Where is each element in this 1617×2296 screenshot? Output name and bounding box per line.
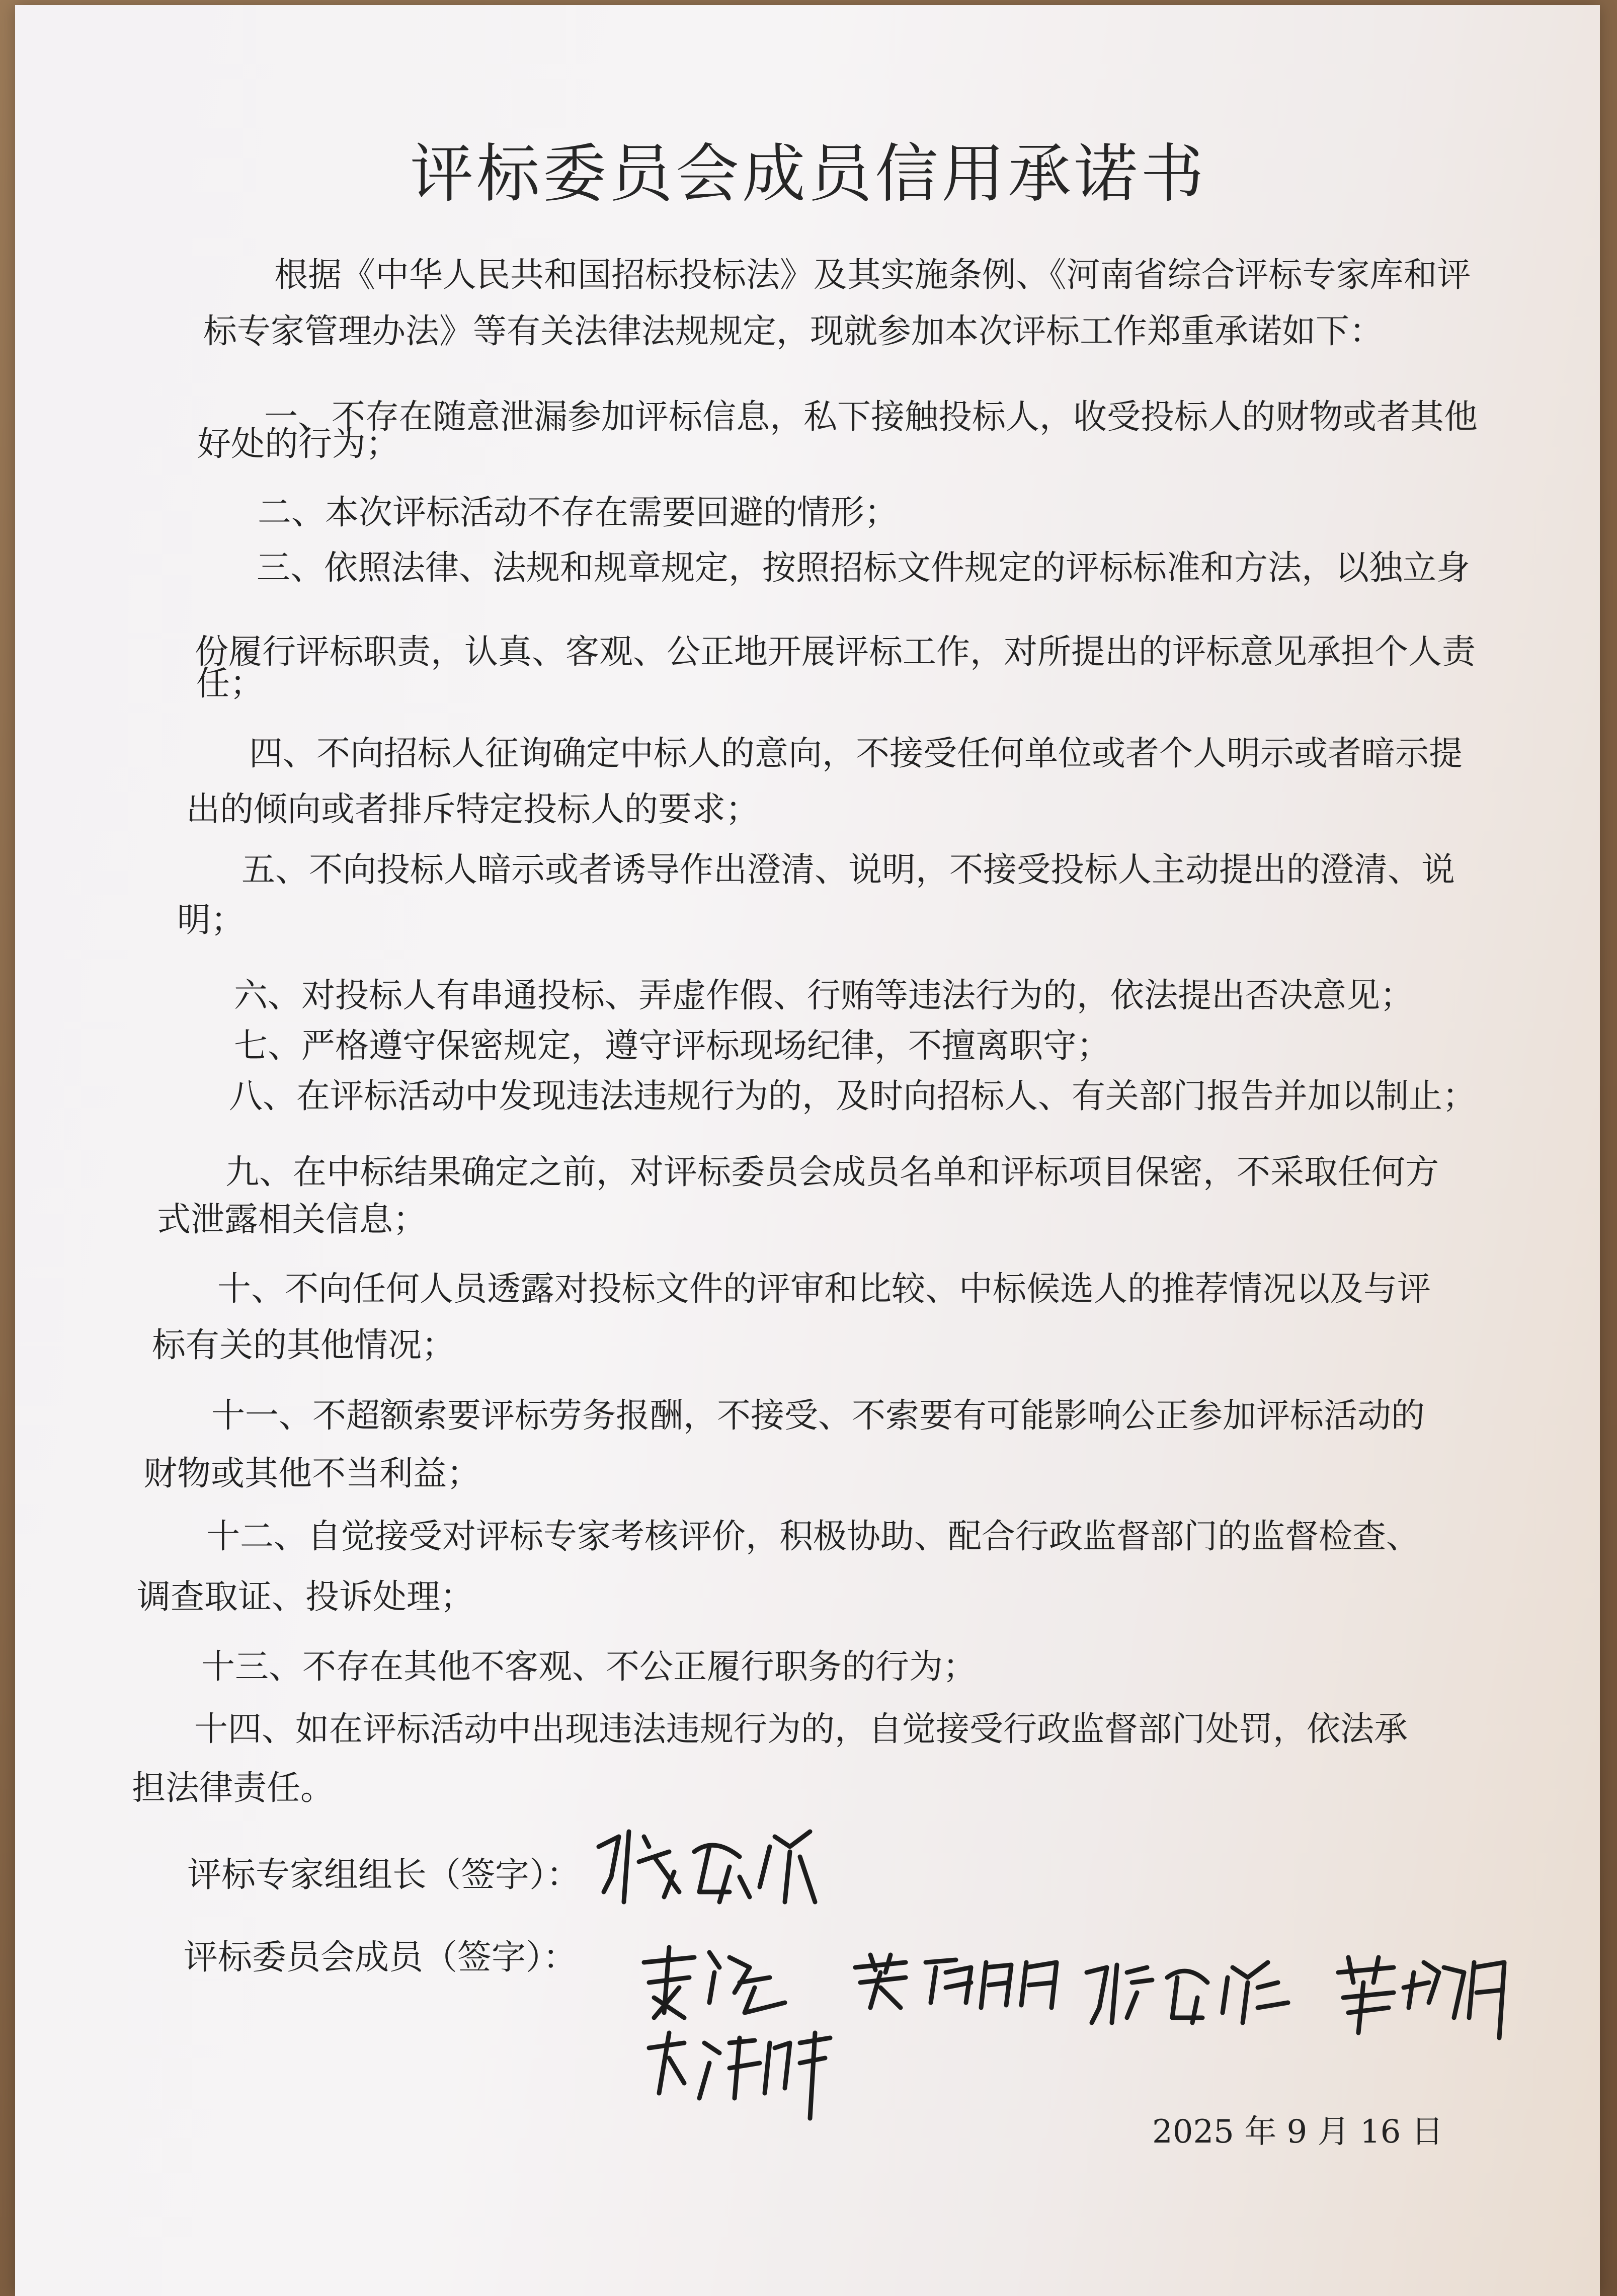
text-line-13: 六、对投标人有串通投标、弄虚作假、行贿等违法行为的，依法提出否决意见； bbox=[234, 976, 1414, 1015]
text-line-26: 担法律责任。 bbox=[132, 1768, 334, 1807]
text-line-8: 任； bbox=[196, 664, 264, 703]
leader-signature bbox=[589, 1816, 825, 1907]
signing-date: 2025 年 9 月 16 日 bbox=[1152, 2113, 1443, 2151]
text-line-23: 调查取证、投诉处理； bbox=[137, 1577, 474, 1616]
text-line-12: 明； bbox=[177, 900, 245, 939]
text-line-3: 一、不存在随意泄漏参加评标信息，私下接触投标人，收受投标人的财物或者其他 bbox=[264, 397, 1478, 436]
text-line-7: 份履行评标职责，认真、客观、公正地开展评标工作，对所提出的评标意见承担个人责 bbox=[195, 632, 1476, 671]
text-line-19: 标有关的其他情况； bbox=[152, 1325, 455, 1365]
text-line-21: 财物或其他不当利益； bbox=[143, 1454, 480, 1493]
text-line-22: 十二、自觉接受对评标专家考核评价，积极协助、配合行政监督部门的监督检查、 bbox=[206, 1517, 1420, 1556]
text-line-17: 式泄露相关信息； bbox=[157, 1200, 427, 1239]
text-line-15: 八、在评标活动中发现违法违规行为的，及时向招标人、有关部门报告并加以制止； bbox=[229, 1076, 1476, 1116]
text-line-14: 七、严格遵守保密规定，遵守评标现场纪律，不擅离职守； bbox=[234, 1026, 1110, 1065]
member-signature-2 bbox=[845, 1947, 1077, 2013]
document-title: 评标委员会成员信用承诺书 bbox=[410, 137, 1207, 211]
text-line-24: 十三、不存在其他不客观、不公正履行职务的行为； bbox=[201, 1647, 977, 1686]
member-signature-4 bbox=[1328, 1942, 1519, 2043]
text-line-20: 十一、不超额索要评标劳务报酬，不接受、不索要有可能影响公正参加评标活动的 bbox=[211, 1396, 1425, 1435]
text-line-4: 好处的行为； bbox=[197, 424, 399, 463]
member-signature-5 bbox=[639, 2023, 840, 2123]
text-line-10: 出的倾向或者排斥特定投标人的要求； bbox=[186, 789, 759, 829]
text-line-2: 标专家管理办法》等有关法律法规规定，现就参加本次评标工作郑重承诺如下： bbox=[203, 311, 1383, 351]
text-line-9: 四、不向招标人征询确定中标人的意向，不接受任何单位或者个人明示或者暗示提 bbox=[249, 734, 1463, 773]
leader-signature-label: 评标专家组组长（签字）： bbox=[187, 1855, 581, 1895]
text-line-6: 三、依照法律、法规和规章规定，按照招标文件规定的评标标准和方法，以独立身 bbox=[257, 548, 1470, 587]
text-line-18: 十、不向任何人员透露对投标文件的评审和比较、中标候选人的推荐情况以及与评 bbox=[217, 1269, 1431, 1308]
member-signature-label: 评标委员会成员（签字）： bbox=[184, 1938, 578, 1977]
text-line-5: 二、本次评标活动不存在需要回避的情形； bbox=[258, 493, 898, 532]
text-line-16: 九、在中标结果确定之前，对评标委员会成员名单和评标项目保密，不采取任何方 bbox=[225, 1152, 1439, 1192]
text-line-1: 根据《中华人民共和国招标投标法》及其实施条例、《河南省综合评标专家库和评 bbox=[274, 255, 1471, 294]
text-line-11: 五、不向投标人暗示或者诱导作出澄清、说明，不接受投标人主动提出的澄清、说 bbox=[241, 850, 1455, 889]
member-signature-1 bbox=[634, 1937, 800, 2023]
text-line-25: 十四、如在评标活动中出现违法违规行为的，自觉接受行政监督部门处罚，依法承 bbox=[194, 1709, 1408, 1749]
member-signature-3 bbox=[1077, 1952, 1298, 2028]
